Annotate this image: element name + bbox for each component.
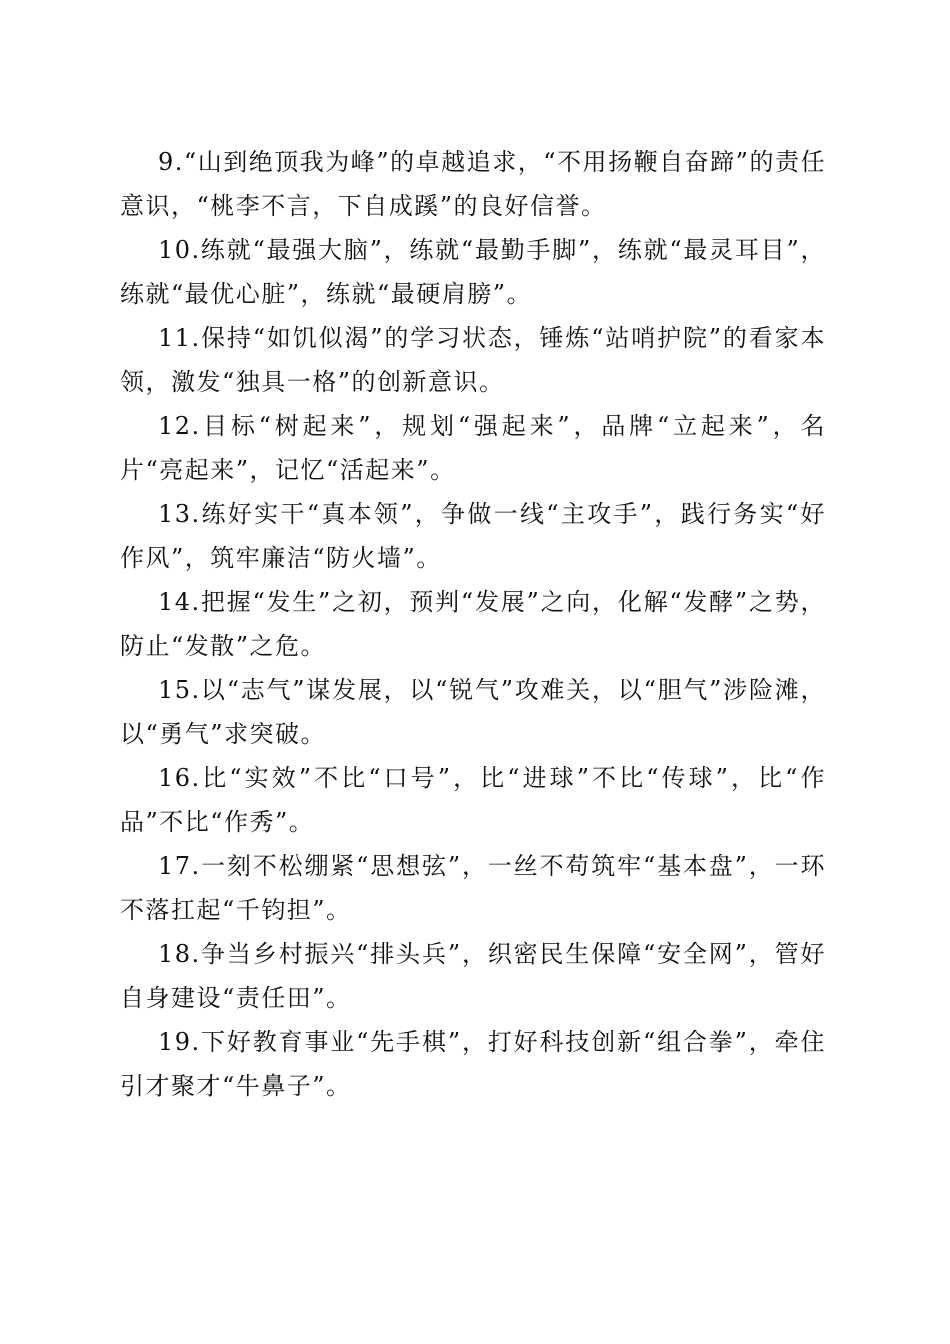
list-item: 18.争当乡村振兴“排头兵”，织密民生保障“安全网”，管好自身建设“责任田”。 xyxy=(120,940,826,1012)
list-item: 13.练好实干“真本领”，争做一线“主攻手”，践行务实“好作风”，筑牢廉洁“防火墙”。 xyxy=(120,500,826,572)
list-item: 14.把握“发生”之初，预判“发展”之向，化解“发酵”之势，防止“发散”之危。 xyxy=(120,588,826,660)
list-item: 19.下好教育事业“先手棋”，打好科技创新“组合拳”，牵住引才聚才“牛鼻子”。 xyxy=(120,1028,826,1100)
list-item: 10.练就“最强大脑”，练就“最勤手脚”，练就“最灵耳目”，练就“最优心脏”，练就“最硬肩膀”。 xyxy=(120,236,826,308)
list-item: 11.保持“如饥似渴”的学习状态，锤炼“站哨护院”的看家本领，激发“独具一格”的创新意识。 xyxy=(120,324,826,396)
list-item: 17.一刻不松绷紧“思想弦”，一丝不苟筑牢“基本盘”，一环不落扛起“千钧担”。 xyxy=(120,852,826,924)
list-item: 12.目标“树起来”，规划“强起来”，品牌“立起来”，名片“亮起来”，记忆“活起来”。 xyxy=(120,412,826,484)
list-item: 15.以“志气”谋发展，以“锐气”攻难关，以“胆气”涉险滩，以“勇气”求突破。 xyxy=(120,676,826,748)
list-item: 16.比“实效”不比“口号”，比“进球”不比“传球”，比“作品”不比“作秀”。 xyxy=(120,764,826,836)
document-body xyxy=(120,140,826,1108)
list-item: 9.“山到绝顶我为峰”的卓越追求，“不用扬鞭自奋蹄”的责任意识，“桃李不言，下自成蹊”的良好信誉。 xyxy=(120,148,826,220)
